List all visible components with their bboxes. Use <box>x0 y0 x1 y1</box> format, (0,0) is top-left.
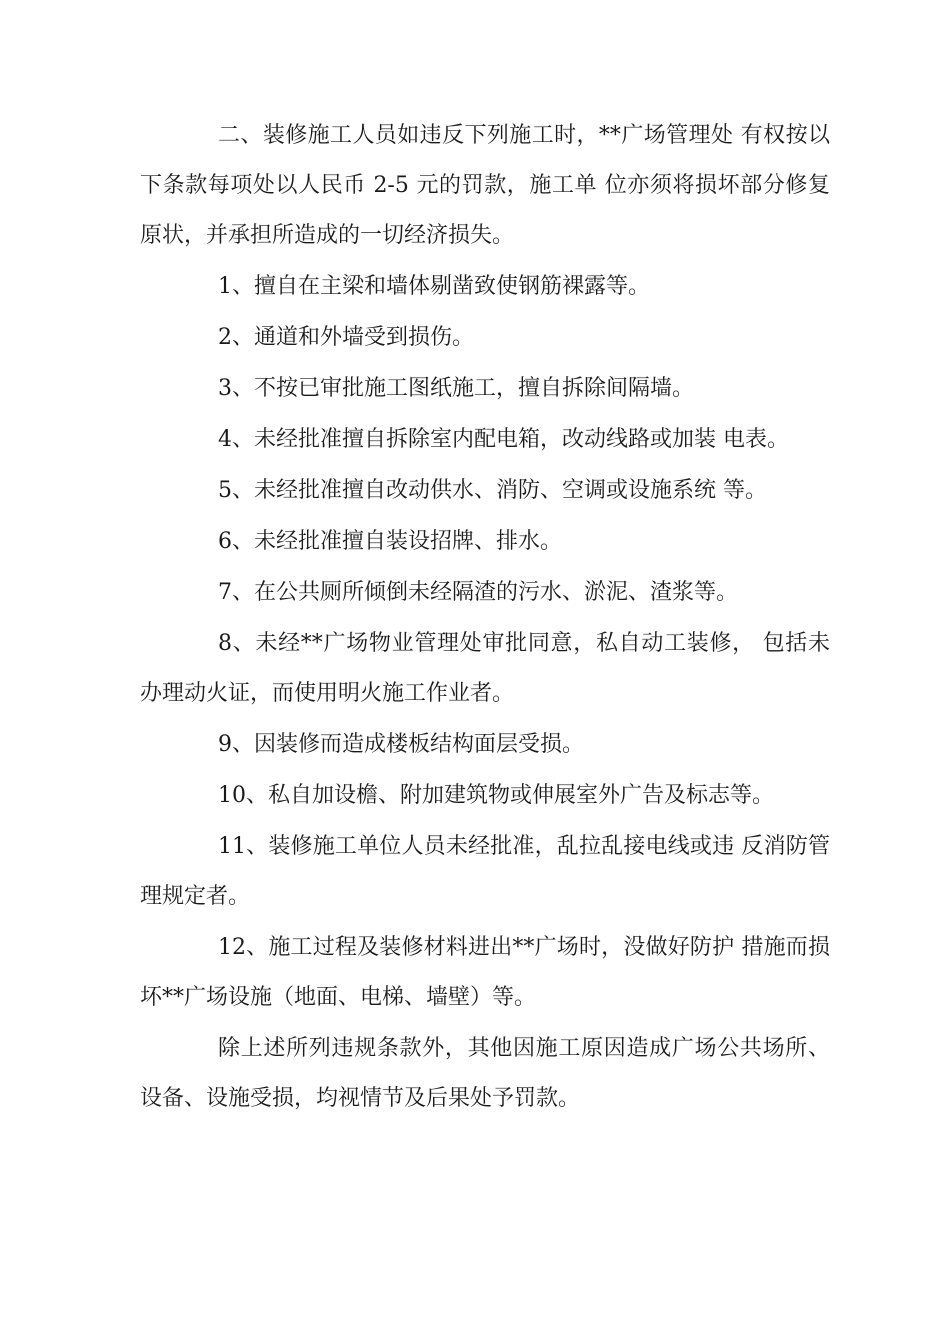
paragraph-item-10: 10、私自加设檐、附加建筑物或伸展室外广告及标志等。 <box>218 783 774 808</box>
document-page <box>140 111 830 1125</box>
paragraph-item-5: 5、未经批准擅自改动供水、消防、空调或设施系统 等。 <box>218 478 767 503</box>
paragraph-item-12: 12、施工过程及装修材料进出**广场时，没做好防护 措施而损坏**广场设施（地面、电梯、墙壁）等。 <box>140 935 830 1010</box>
paragraph-item-11: 11、装修施工单位人员未经批准，乱拉乱接电线或违 反消防管理规定者。 <box>140 834 830 909</box>
paragraph-item-3: 3、不按已审批施工图纸施工，擅自拆除间隔墙。 <box>218 376 694 401</box>
paragraph-item-2: 2、通道和外墙受到损伤。 <box>218 325 474 350</box>
paragraph-closing: 除上述所列违规条款外，其他因施工原因造成广场公共场所、设备、设施受损，均视情节及后果处予罚款。 <box>140 1036 830 1111</box>
paragraph-item-1: 1、擅自在主梁和墙体剔凿致使钢筋裸露等。 <box>218 274 650 299</box>
paragraph-intro: 二、装修施工人员如违反下列施工时，**广场管理处 有权按以下条款每项处以人民币 2-5 元的罚款，施工单 位亦须将损坏部分修复原状，并承担所造成的一切经济损失。 <box>140 123 830 248</box>
paragraph-item-8: 8、未经**广场物业管理处审批同意，私自动工装修， 包括未办理动火证，而使用明火施工作业者。 <box>140 631 830 706</box>
paragraph-item-4: 4、未经批准擅自拆除室内配电箱，改动线路或加装 电表。 <box>218 427 789 452</box>
paragraph-item-9: 9、因装修而造成楼板结构面层受损。 <box>218 732 584 757</box>
paragraph-item-7: 7、在公共厕所倾倒未经隔渣的污水、淤泥、渣浆等。 <box>218 580 738 605</box>
paragraph-item-6: 6、未经批准擅自装设招牌、排水。 <box>218 529 562 554</box>
